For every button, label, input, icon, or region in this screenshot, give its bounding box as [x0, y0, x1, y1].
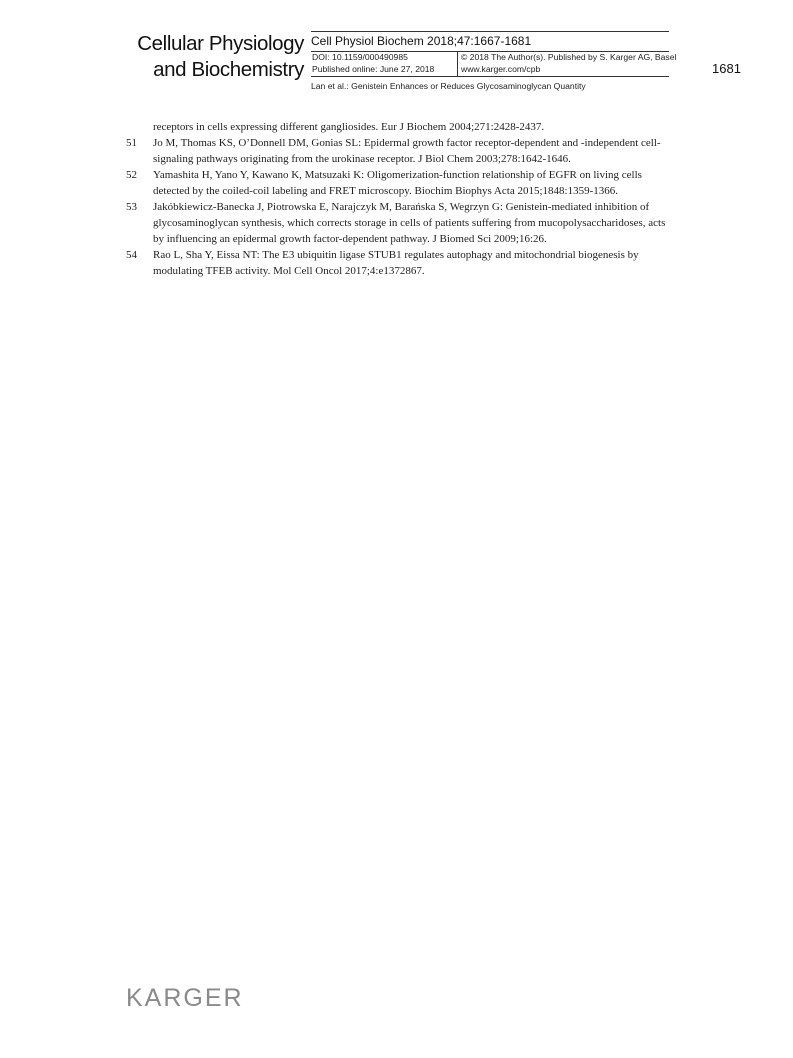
reference-number: 54 — [126, 249, 137, 261]
reference-text: Yamashita H, Yano Y, Kawano K, Matsuzaki K: Oligomerization-function relationship of EGFR on living cells detected by the coiled-coil labeling and FRET microscopy. Biochim Biophys Acta 2015;1848:1359-1366. — [153, 169, 642, 197]
reference-text: Rao L, Sha Y, Eissa NT: The E3 ubiquitin ligase STUB1 regulates autophagy and mitochondrial biogenesis by modulating TFEB activity. Mol Cell Oncol 2017;4:e1372867. — [153, 249, 639, 277]
journal-title-line1: Cellular Physiology — [137, 32, 304, 55]
reference-number: 53 — [126, 201, 137, 213]
reference-text: Jakóbkiewicz-Banecka J, Piotrowska E, Narajczyk M, Barańska S, Wegrzyn G: Genistein-mediated inhibition of glycosaminoglycan synthesis, which corrects storage in cells of patients suffering from mucopolysaccharidoses, acts by influencing an epidermal growth factor-dependent pathway. J Biomed Sci 2009;16:26. — [153, 201, 666, 245]
header-bottom-rule — [311, 76, 669, 77]
journal-website-link[interactable]: www.karger.com/cpb — [461, 64, 541, 74]
copyright-text: © 2018 The Author(s). Published by S. Karger AG, Basel — [461, 52, 677, 62]
reference-item — [126, 247, 674, 279]
reference-number: 52 — [126, 169, 137, 181]
journal-citation: Cell Physiol Biochem 2018;47:1667-1681 — [311, 34, 532, 48]
reference-text: Jo M, Thomas KS, O’Donnell DM, Gonias SL: Epidermal growth factor receptor-dependent and -independent cell-signaling pathways originating from the urokinase receptor. J Biol Chem 2003;278:1642-1646. — [153, 137, 661, 165]
reference-item-continued — [126, 119, 674, 135]
running-head-authors-title: Lan et al.: Genistein Enhances or Reduces Glycosaminoglycan Quantity — [311, 81, 586, 91]
reference-item — [126, 199, 674, 247]
doi-text[interactable]: DOI: 10.1159/000490985 — [312, 52, 408, 62]
journal-title — [118, 31, 304, 83]
karger-logo: KARGER — [126, 984, 244, 1012]
reference-item — [126, 167, 674, 199]
reference-number: 51 — [126, 137, 137, 149]
journal-title-line2: and Biochemistry — [153, 58, 304, 81]
published-date: Published online: June 27, 2018 — [312, 64, 435, 74]
header-top-rule — [311, 31, 669, 32]
reference-list — [126, 119, 674, 279]
reference-item — [126, 135, 674, 167]
reference-text: receptors in cells expressing different gangliosides. Eur J Biochem 2004;271:2428-2437. — [153, 121, 545, 133]
page-number: 1681 — [712, 61, 741, 76]
header-column-divider — [457, 51, 458, 76]
